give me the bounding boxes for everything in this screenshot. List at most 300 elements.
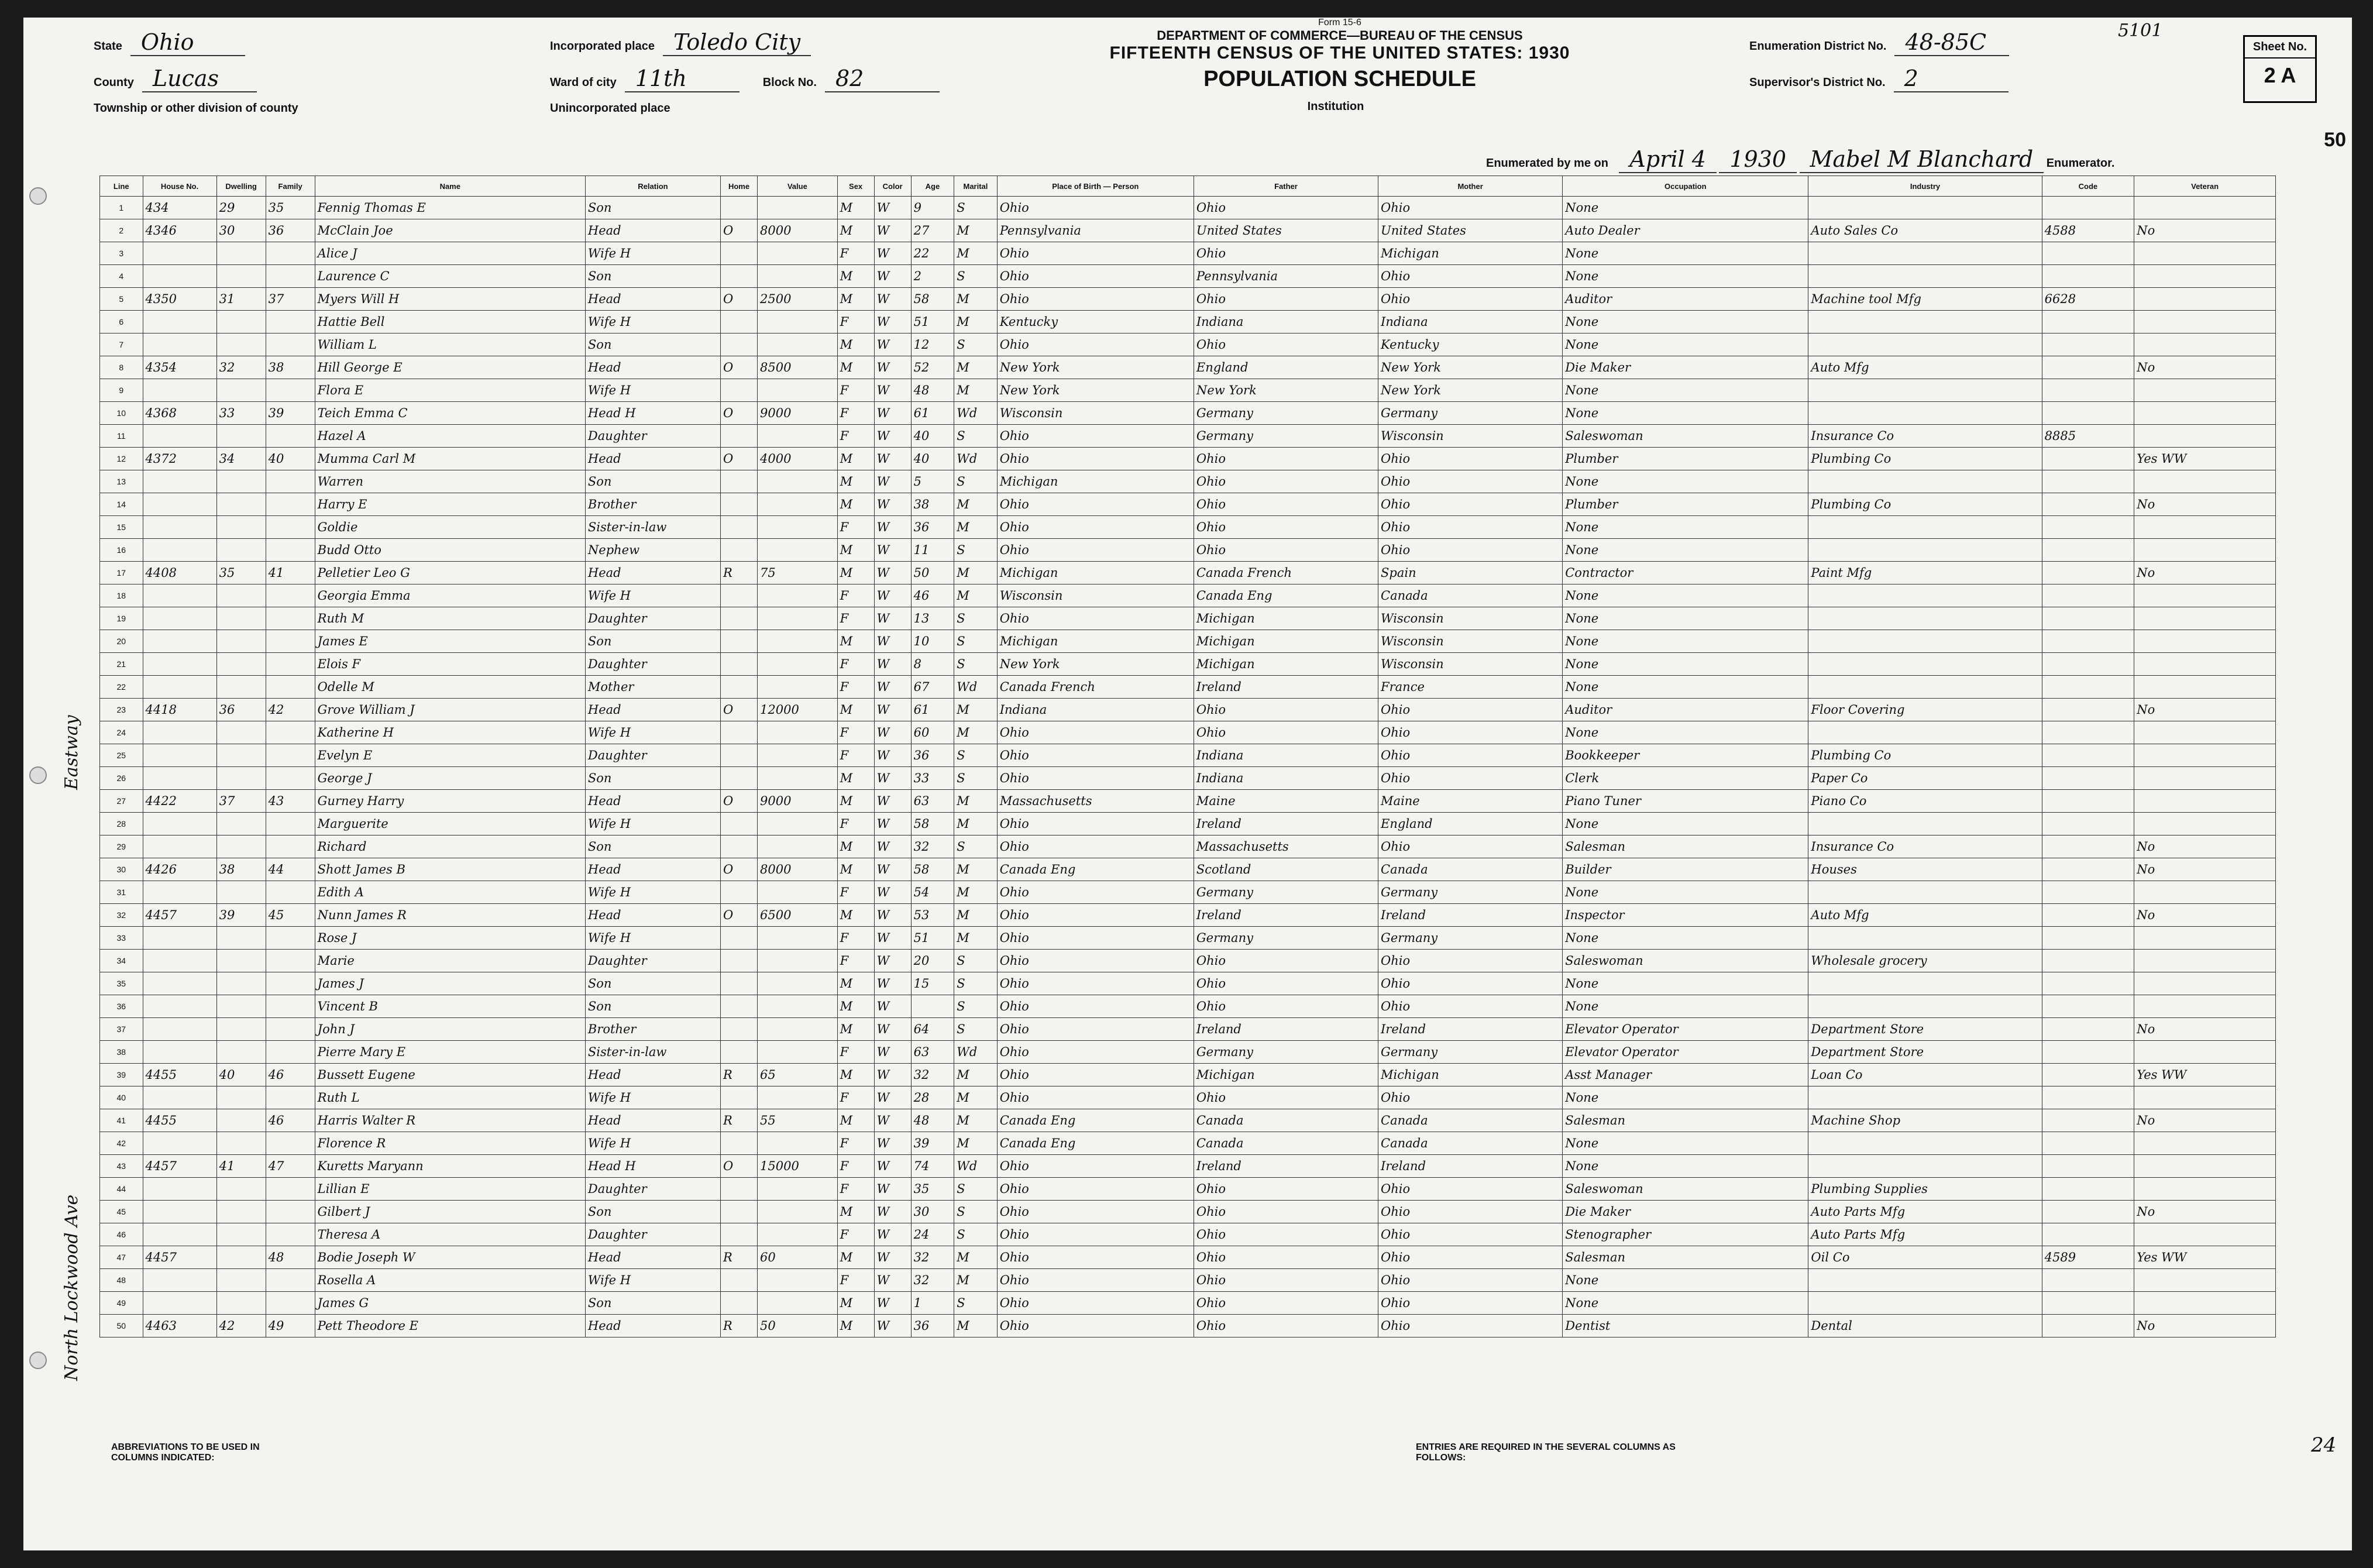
table-row bbox=[100, 790, 2276, 813]
home-value: 8500 bbox=[758, 356, 838, 379]
occupation-code bbox=[2042, 790, 2134, 813]
color: W bbox=[874, 448, 911, 470]
age: 63 bbox=[911, 790, 954, 813]
marital-status: S bbox=[954, 1292, 998, 1315]
color: W bbox=[874, 470, 911, 493]
column-header: Dwelling bbox=[216, 176, 266, 197]
dwelling-number: 37 bbox=[216, 790, 266, 813]
father-birthplace: Ohio bbox=[1194, 995, 1378, 1018]
father-birthplace: United States bbox=[1194, 219, 1378, 242]
father-birthplace: Maine bbox=[1194, 790, 1378, 813]
dwelling-number bbox=[216, 1178, 266, 1201]
home-value bbox=[758, 516, 838, 539]
birthplace: Canada Eng bbox=[997, 858, 1194, 881]
mother-birthplace: Michigan bbox=[1378, 242, 1563, 265]
person-name: Shott James B bbox=[315, 858, 585, 881]
father-birthplace: Ohio bbox=[1194, 1223, 1378, 1246]
veteran bbox=[2134, 333, 2276, 356]
house-number: 4372 bbox=[143, 448, 216, 470]
color: W bbox=[874, 927, 911, 950]
industry bbox=[1808, 516, 2042, 539]
occupation: None bbox=[1563, 1155, 1808, 1178]
marital-status: Wd bbox=[954, 676, 998, 699]
industry: Plumbing Co bbox=[1808, 448, 2042, 470]
home-value: 12000 bbox=[758, 699, 838, 721]
family-number: 42 bbox=[266, 699, 315, 721]
occupation: None bbox=[1563, 1292, 1808, 1315]
family-number bbox=[266, 835, 315, 858]
marital-status: S bbox=[954, 1018, 998, 1041]
father-birthplace: Ireland bbox=[1194, 1018, 1378, 1041]
house-number: 4457 bbox=[143, 904, 216, 927]
occupation: Salesman bbox=[1563, 835, 1808, 858]
veteran: Yes WW bbox=[2134, 1064, 2276, 1086]
marital-status: M bbox=[954, 1132, 998, 1155]
township-label: Township or other division of county bbox=[94, 102, 298, 115]
veteran bbox=[2134, 950, 2276, 972]
occupation-code bbox=[2042, 881, 2134, 904]
house-number bbox=[143, 744, 216, 767]
line-number: 41 bbox=[100, 1109, 143, 1132]
home-tenure: O bbox=[721, 858, 758, 881]
age: 5 bbox=[911, 470, 954, 493]
industry: Plumbing Co bbox=[1808, 744, 2042, 767]
dwelling-number bbox=[216, 516, 266, 539]
home-tenure bbox=[721, 1132, 758, 1155]
mother-birthplace: Ohio bbox=[1378, 1178, 1563, 1201]
relation: Son bbox=[585, 767, 720, 790]
age: 36 bbox=[911, 1315, 954, 1337]
house-number: 4354 bbox=[143, 356, 216, 379]
occupation: None bbox=[1563, 242, 1808, 265]
color: W bbox=[874, 1292, 911, 1315]
home-value bbox=[758, 813, 838, 835]
veteran bbox=[2134, 1292, 2276, 1315]
occupation: None bbox=[1563, 607, 1808, 630]
home-value: 9000 bbox=[758, 402, 838, 425]
sex: F bbox=[837, 676, 874, 699]
home-tenure bbox=[721, 242, 758, 265]
line-number: 47 bbox=[100, 1246, 143, 1269]
occupation: None bbox=[1563, 379, 1808, 402]
home-tenure bbox=[721, 584, 758, 607]
dwelling-number bbox=[216, 995, 266, 1018]
sex: F bbox=[837, 927, 874, 950]
birthplace: Wisconsin bbox=[997, 402, 1194, 425]
marital-status: S bbox=[954, 835, 998, 858]
industry bbox=[1808, 470, 2042, 493]
veteran bbox=[2134, 767, 2276, 790]
age: 48 bbox=[911, 379, 954, 402]
father-birthplace: Germany bbox=[1194, 402, 1378, 425]
birthplace: Ohio bbox=[997, 904, 1194, 927]
birthplace: Ohio bbox=[997, 927, 1194, 950]
occupation: None bbox=[1563, 1086, 1808, 1109]
house-number bbox=[143, 1018, 216, 1041]
marital-status: S bbox=[954, 972, 998, 995]
occupation: None bbox=[1563, 927, 1808, 950]
father-birthplace: Michigan bbox=[1194, 630, 1378, 653]
occupation-code bbox=[2042, 539, 2134, 562]
birthplace: Ohio bbox=[997, 1269, 1194, 1292]
home-tenure bbox=[721, 767, 758, 790]
line-number: 40 bbox=[100, 1086, 143, 1109]
house-number: 4368 bbox=[143, 402, 216, 425]
house-number bbox=[143, 813, 216, 835]
home-tenure: R bbox=[721, 1109, 758, 1132]
home-value bbox=[758, 425, 838, 448]
census-sheet bbox=[23, 18, 2352, 1550]
relation: Head bbox=[585, 1315, 720, 1337]
mother-birthplace: Ohio bbox=[1378, 767, 1563, 790]
industry bbox=[1808, 265, 2042, 288]
line-number: 20 bbox=[100, 630, 143, 653]
marital-status: M bbox=[954, 1109, 998, 1132]
relation: Wife H bbox=[585, 1132, 720, 1155]
county-row bbox=[94, 66, 550, 92]
family-number bbox=[266, 425, 315, 448]
color: W bbox=[874, 219, 911, 242]
family-number bbox=[266, 1201, 315, 1223]
table-row bbox=[100, 288, 2276, 311]
industry: Houses bbox=[1808, 858, 2042, 881]
department: DEPARTMENT OF COMMERCE—BUREAU OF THE CENSUS bbox=[1157, 28, 1523, 43]
mother-birthplace: Ohio bbox=[1378, 950, 1563, 972]
family-number bbox=[266, 721, 315, 744]
veteran bbox=[2134, 721, 2276, 744]
occupation: Plumber bbox=[1563, 493, 1808, 516]
veteran bbox=[2134, 265, 2276, 288]
entries-title: ENTRIES ARE REQUIRED IN THE SEVERAL COLUMNS AS FOLLOWS: bbox=[1416, 1442, 1676, 1463]
relation: Wife H bbox=[585, 584, 720, 607]
color: W bbox=[874, 493, 911, 516]
person-name: Elois F bbox=[315, 653, 585, 676]
color: W bbox=[874, 425, 911, 448]
occupation: Dentist bbox=[1563, 1315, 1808, 1337]
home-value bbox=[758, 539, 838, 562]
line-number: 30 bbox=[100, 858, 143, 881]
sheet-number-box bbox=[2243, 35, 2317, 103]
birthplace: Ohio bbox=[997, 539, 1194, 562]
color: W bbox=[874, 379, 911, 402]
home-value bbox=[758, 1223, 838, 1246]
sex: M bbox=[837, 562, 874, 584]
color: W bbox=[874, 699, 911, 721]
occupation: None bbox=[1563, 813, 1808, 835]
home-tenure: O bbox=[721, 219, 758, 242]
father-birthplace: Ohio bbox=[1194, 242, 1378, 265]
mother-birthplace: France bbox=[1378, 676, 1563, 699]
home-value: 8000 bbox=[758, 219, 838, 242]
house-number: 4426 bbox=[143, 858, 216, 881]
relation: Wife H bbox=[585, 311, 720, 333]
father-birthplace: Michigan bbox=[1194, 653, 1378, 676]
age: 51 bbox=[911, 311, 954, 333]
birthplace: New York bbox=[997, 653, 1194, 676]
family-number: 44 bbox=[266, 858, 315, 881]
mother-birthplace: Ohio bbox=[1378, 516, 1563, 539]
line-number: 39 bbox=[100, 1064, 143, 1086]
mother-birthplace: Canada bbox=[1378, 858, 1563, 881]
occupation-code bbox=[2042, 1269, 2134, 1292]
column-header: Industry bbox=[1808, 176, 2042, 197]
relation: Daughter bbox=[585, 744, 720, 767]
age: 67 bbox=[911, 676, 954, 699]
color: W bbox=[874, 1223, 911, 1246]
relation: Wife H bbox=[585, 813, 720, 835]
industry bbox=[1808, 927, 2042, 950]
home-value: 8000 bbox=[758, 858, 838, 881]
father-birthplace: Ohio bbox=[1194, 516, 1378, 539]
industry bbox=[1808, 379, 2042, 402]
veteran: No bbox=[2134, 356, 2276, 379]
occupation-code bbox=[2042, 1315, 2134, 1337]
table-row bbox=[100, 1086, 2276, 1109]
home-tenure: O bbox=[721, 1155, 758, 1178]
veteran: No bbox=[2134, 1201, 2276, 1223]
home-tenure bbox=[721, 1292, 758, 1315]
age: 32 bbox=[911, 1246, 954, 1269]
person-name: Edith A bbox=[315, 881, 585, 904]
relation: Wife H bbox=[585, 881, 720, 904]
sex: M bbox=[837, 1246, 874, 1269]
supervisor-label: Supervisor's District No. bbox=[1749, 76, 1886, 89]
line-number: 11 bbox=[100, 425, 143, 448]
father-birthplace: New York bbox=[1194, 379, 1378, 402]
person-name: James E bbox=[315, 630, 585, 653]
father-birthplace: Germany bbox=[1194, 881, 1378, 904]
relation: Daughter bbox=[585, 1178, 720, 1201]
column-header: Place of Birth — Person bbox=[997, 176, 1194, 197]
home-tenure bbox=[721, 1201, 758, 1223]
mother-birthplace: Ireland bbox=[1378, 904, 1563, 927]
census-title: FIFTEENTH CENSUS OF THE UNITED STATES: 1930 bbox=[1109, 43, 1570, 63]
occupation-code bbox=[2042, 493, 2134, 516]
person-name: Theresa A bbox=[315, 1223, 585, 1246]
sex: M bbox=[837, 493, 874, 516]
occupation-code bbox=[2042, 699, 2134, 721]
marital-status: Wd bbox=[954, 448, 998, 470]
person-name: Richard bbox=[315, 835, 585, 858]
birthplace: Ohio bbox=[997, 1064, 1194, 1086]
sex: M bbox=[837, 356, 874, 379]
house-number bbox=[143, 1041, 216, 1064]
relation: Head bbox=[585, 699, 720, 721]
birthplace: Pennsylvania bbox=[997, 219, 1194, 242]
person-name: Harry E bbox=[315, 493, 585, 516]
veteran bbox=[2134, 379, 2276, 402]
occupation: Saleswoman bbox=[1563, 425, 1808, 448]
marital-status: M bbox=[954, 311, 998, 333]
veteran bbox=[2134, 516, 2276, 539]
sex: M bbox=[837, 1201, 874, 1223]
home-tenure bbox=[721, 1178, 758, 1201]
person-name: Pierre Mary E bbox=[315, 1041, 585, 1064]
mother-birthplace: Maine bbox=[1378, 790, 1563, 813]
home-tenure bbox=[721, 1223, 758, 1246]
industry bbox=[1808, 721, 2042, 744]
dwelling-number bbox=[216, 470, 266, 493]
table-row bbox=[100, 676, 2276, 699]
veteran: No bbox=[2134, 562, 2276, 584]
line-number: 29 bbox=[100, 835, 143, 858]
relation: Son bbox=[585, 333, 720, 356]
father-birthplace: Ohio bbox=[1194, 1246, 1378, 1269]
sex: F bbox=[837, 1178, 874, 1201]
birthplace: Ohio bbox=[997, 242, 1194, 265]
occupation-code bbox=[2042, 356, 2134, 379]
column-header: Code bbox=[2042, 176, 2134, 197]
institution-row bbox=[1077, 100, 1603, 114]
occupation: Bookkeeper bbox=[1563, 744, 1808, 767]
marital-status: S bbox=[954, 539, 998, 562]
house-number: 4346 bbox=[143, 219, 216, 242]
marital-status: M bbox=[954, 516, 998, 539]
marital-status: M bbox=[954, 379, 998, 402]
township-row bbox=[94, 102, 550, 115]
line-number: 45 bbox=[100, 1201, 143, 1223]
dwelling-number bbox=[216, 1246, 266, 1269]
home-value: 4000 bbox=[758, 448, 838, 470]
table-row bbox=[100, 265, 2276, 288]
father-birthplace: Ohio bbox=[1194, 721, 1378, 744]
occupation: None bbox=[1563, 265, 1808, 288]
table-row bbox=[100, 493, 2276, 516]
family-number bbox=[266, 972, 315, 995]
header-center bbox=[1077, 18, 1603, 123]
occupation-code bbox=[2042, 265, 2134, 288]
house-number bbox=[143, 379, 216, 402]
occupation-code bbox=[2042, 950, 2134, 972]
marital-status: S bbox=[954, 265, 998, 288]
veteran: No bbox=[2134, 219, 2276, 242]
relation: Sister-in-law bbox=[585, 516, 720, 539]
home-tenure bbox=[721, 721, 758, 744]
house-number bbox=[143, 493, 216, 516]
birthplace: Ohio bbox=[997, 995, 1194, 1018]
father-birthplace: Germany bbox=[1194, 1041, 1378, 1064]
industry: Floor Covering bbox=[1808, 699, 2042, 721]
sex: M bbox=[837, 630, 874, 653]
mother-birthplace: Ireland bbox=[1378, 1155, 1563, 1178]
unincorporated-label: Unincorporated place bbox=[550, 102, 670, 115]
home-value bbox=[758, 197, 838, 219]
marital-status: M bbox=[954, 927, 998, 950]
birthplace: Ohio bbox=[997, 813, 1194, 835]
occupation-code bbox=[2042, 767, 2134, 790]
birthplace: Ohio bbox=[997, 835, 1194, 858]
dwelling-number: 30 bbox=[216, 219, 266, 242]
mother-birthplace: Ohio bbox=[1378, 1292, 1563, 1315]
age: 58 bbox=[911, 858, 954, 881]
dwelling-number bbox=[216, 630, 266, 653]
age: 1 bbox=[911, 1292, 954, 1315]
occupation-code bbox=[2042, 1064, 2134, 1086]
father-birthplace: Ireland bbox=[1194, 676, 1378, 699]
dwelling-number bbox=[216, 493, 266, 516]
dwelling-number bbox=[216, 1109, 266, 1132]
person-name: Hazel A bbox=[315, 425, 585, 448]
occupation: Piano Tuner bbox=[1563, 790, 1808, 813]
person-name: George J bbox=[315, 767, 585, 790]
occupation: None bbox=[1563, 470, 1808, 493]
mother-birthplace: Spain bbox=[1378, 562, 1563, 584]
occupation-code: 4589 bbox=[2042, 1246, 2134, 1269]
relation: Brother bbox=[585, 493, 720, 516]
industry bbox=[1808, 539, 2042, 562]
dwelling-number: 39 bbox=[216, 904, 266, 927]
father-birthplace: Ohio bbox=[1194, 448, 1378, 470]
sex: F bbox=[837, 607, 874, 630]
occupation-code bbox=[2042, 197, 2134, 219]
industry: Plumbing Supplies bbox=[1808, 1178, 2042, 1201]
person-name: Pett Theodore E bbox=[315, 1315, 585, 1337]
occupation-code bbox=[2042, 562, 2134, 584]
veteran bbox=[2134, 402, 2276, 425]
occupation-code bbox=[2042, 1041, 2134, 1064]
dwelling-number: 40 bbox=[216, 1064, 266, 1086]
father-birthplace: Ireland bbox=[1194, 904, 1378, 927]
veteran bbox=[2134, 881, 2276, 904]
state-value: Ohio bbox=[130, 29, 245, 56]
dwelling-number: 42 bbox=[216, 1315, 266, 1337]
occupation-code bbox=[2042, 242, 2134, 265]
family-number: 43 bbox=[266, 790, 315, 813]
state-label: State bbox=[94, 40, 122, 53]
veteran bbox=[2134, 1178, 2276, 1201]
marital-status: Wd bbox=[954, 1155, 998, 1178]
incorporated-row bbox=[550, 29, 1077, 56]
dwelling-number: 33 bbox=[216, 402, 266, 425]
person-name: Georgia Emma bbox=[315, 584, 585, 607]
industry: Auto Mfg bbox=[1808, 356, 2042, 379]
marital-status: S bbox=[954, 744, 998, 767]
color: W bbox=[874, 288, 911, 311]
sex: M bbox=[837, 767, 874, 790]
sex: F bbox=[837, 1269, 874, 1292]
occupation-code bbox=[2042, 744, 2134, 767]
birthplace: Ohio bbox=[997, 881, 1194, 904]
color: W bbox=[874, 197, 911, 219]
person-name: Harris Walter R bbox=[315, 1109, 585, 1132]
color: W bbox=[874, 356, 911, 379]
table-row bbox=[100, 1315, 2276, 1337]
color: W bbox=[874, 904, 911, 927]
occupation-code bbox=[2042, 1132, 2134, 1155]
person-name: Budd Otto bbox=[315, 539, 585, 562]
table-row bbox=[100, 607, 2276, 630]
column-header: Name bbox=[315, 176, 585, 197]
occupation: None bbox=[1563, 197, 1808, 219]
table-row bbox=[100, 402, 2276, 425]
mother-birthplace: Germany bbox=[1378, 927, 1563, 950]
age: 8 bbox=[911, 653, 954, 676]
dwelling-number bbox=[216, 1201, 266, 1223]
color: W bbox=[874, 1201, 911, 1223]
sex: M bbox=[837, 197, 874, 219]
marital-status: S bbox=[954, 1223, 998, 1246]
line-number: 6 bbox=[100, 311, 143, 333]
sex: F bbox=[837, 242, 874, 265]
table-row bbox=[100, 699, 2276, 721]
home-tenure bbox=[721, 333, 758, 356]
occupation: Clerk bbox=[1563, 767, 1808, 790]
age: 46 bbox=[911, 584, 954, 607]
occupation-code bbox=[2042, 470, 2134, 493]
dwelling-number bbox=[216, 972, 266, 995]
home-value bbox=[758, 630, 838, 653]
age: 15 bbox=[911, 972, 954, 995]
